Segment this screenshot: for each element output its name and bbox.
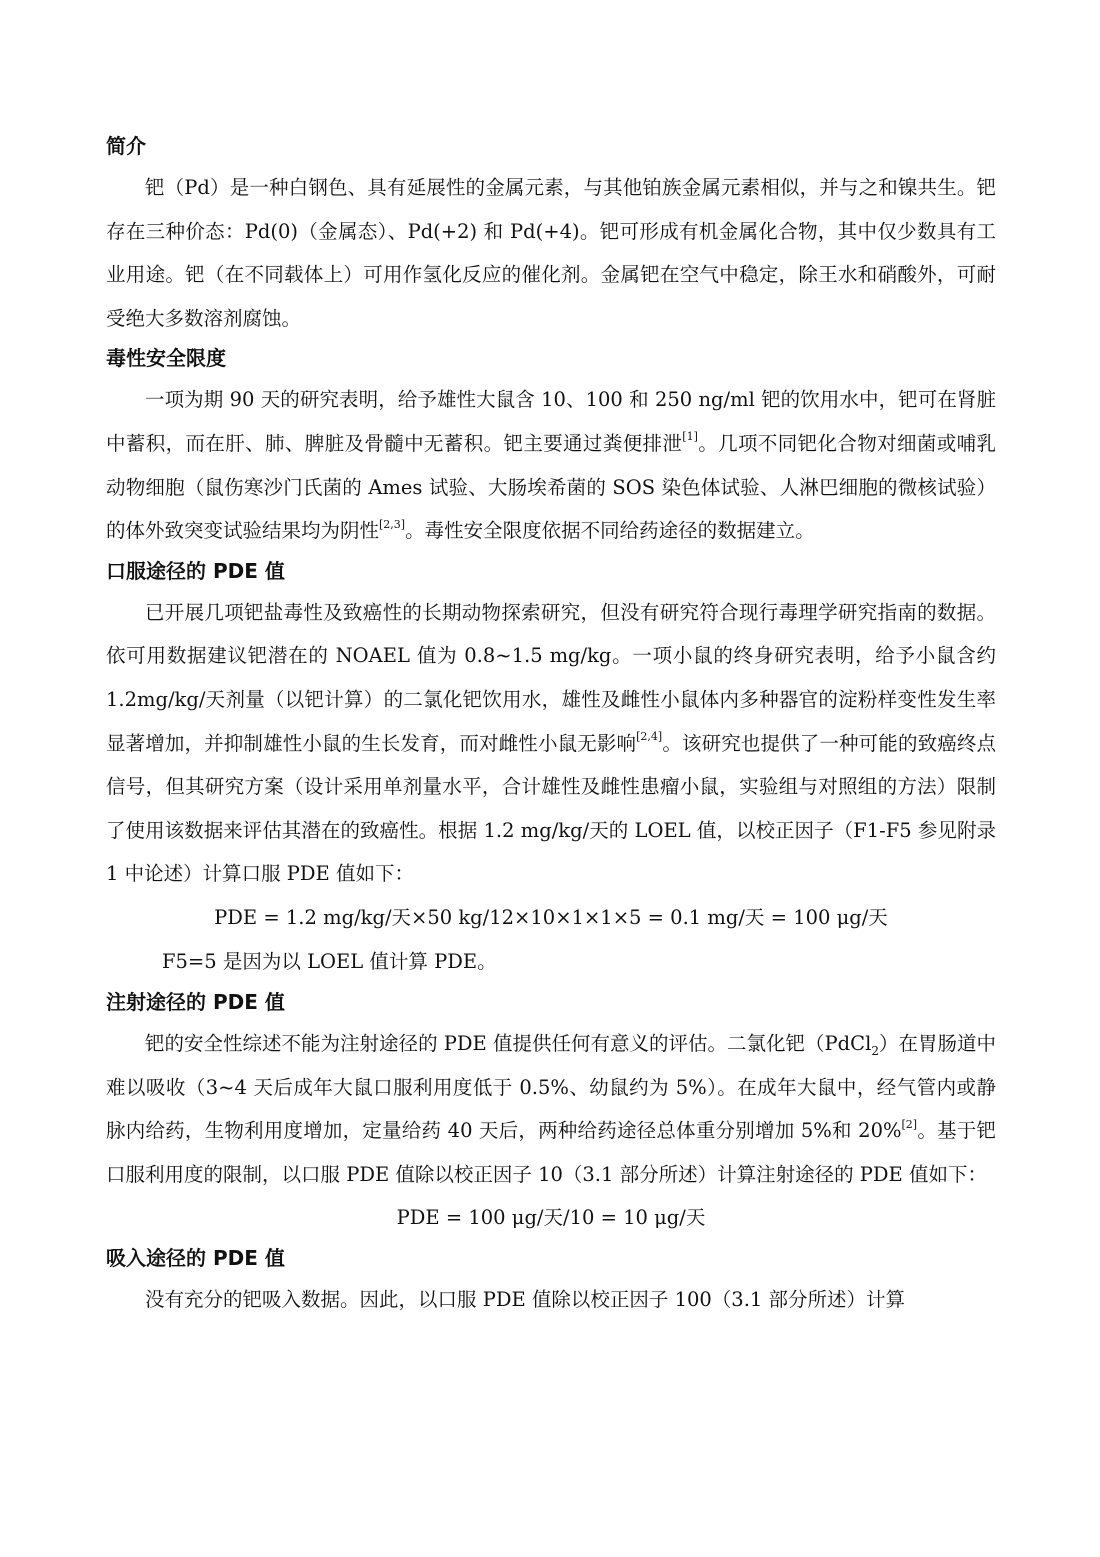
citation-ref: [1] <box>682 430 698 444</box>
note-f5: F5=5 是因为以 LOEL 值计算 PDE。 <box>162 949 497 973</box>
citation-ref: [2] <box>901 1117 918 1131</box>
heading-oral-pde: 口服途径的 PDE 值 <box>106 558 285 583</box>
text-segment: 钯的安全性综述不能为注射途径的 PDE 值提供任何有意义的评估。二氯化钯（PdCl <box>145 1031 872 1055</box>
paragraph-inhalation-pde: 没有充分的钯吸入数据。因此，以口服 PDE 值除以校正因子 100（3.1 部分所述）计算 <box>145 1288 906 1312</box>
citation-ref: [2,4] <box>636 730 663 744</box>
paragraph-intro: 钯（Pd）是一种白钢色、具有延展性的金属元素，与其他铂族金属元素相似，并与之和镍共生。钯存在三种价态：Pd(0)（金属态）、Pd(+2) 和 Pd(+4)。钯可形成有机金属化合物，其中仅少数具有工业用途。钯（在不同载体上）可用作氢化反应的催化剂。金属钯在空气中稳定，除王水和硝酸外，可耐受绝大多数溶剂腐蚀。 <box>106 176 996 330</box>
text-segment: 。该研究也提供了一种可能的致癌终点信号，但其研究方案（设计采用单剂量水平，合计雄性及雌性患瘤小鼠，实验组与对照组的方法）限制了使用该数据来评估其潜在的致癌性。根据 1.2 mg/kg/天的 LOEL 值，以校正因子（F1-F5 参见附录 1 中论述）计算口服 PDE 值如下： <box>106 731 996 886</box>
paragraph-oral-pde <box>106 591 996 896</box>
paragraph-parenteral-pde <box>106 1022 996 1196</box>
text-segment: ）在胃肠道中难以吸收（3~4 天后成年大鼠口服利用度低于 0.5%、幼鼠约为 5%）。在成年大鼠中，经气管内或静脉内给药，生物利用度增加，定量给药 40 天后，两种给药途径总体重分别增加 5%和 20% <box>106 1031 996 1143</box>
equation-oral-pde: PDE = 1.2 mg/kg/天×50 kg/12×10×1×1×5 = 0.1 mg/天 = 100 μg/天 <box>214 905 888 929</box>
heading-intro: 简介 <box>106 134 146 158</box>
heading-inhalation-pde: 吸入途径的 PDE 值 <box>106 1246 285 1271</box>
text-segment: 一项为期 90 天的研究表明，给予雄性大鼠含 10、100 和 250 ng/ml 钯的饮用水中，钯可在肾脏中蓄积，而在肝、肺、脾脏及骨髓中无蓄积。钯主要通过粪便排泄 <box>106 388 996 455</box>
heading-parenteral-pde: 注射途径的 PDE 值 <box>106 989 285 1014</box>
text-segment: 已开展几项钯盐毒性及致癌性的长期动物探索研究，但没有研究符合现行毒理学研究指南的数据。依可用数据建议钯潜在的 NOAEL 值为 0.8~1.5 mg/kg。一项小鼠的终身研究表明，给予小鼠含约 1.2mg/kg/天剂量（以钯计算）的二氯化钯饮用水，雄性及雌性小鼠体内多种器官的淀粉样变性发生率显著增加，并抑制雄性小鼠的生长发育，而对雌性小鼠无影响 <box>106 600 996 755</box>
heading-toxicity: 毒性安全限度 <box>106 346 226 371</box>
equation-parenteral-pde: PDE = 100 μg/天/10 = 10 μg/天 <box>396 1206 706 1230</box>
text-segment: 。毒性安全限度依据不同给药途径的数据建立。 <box>405 519 815 543</box>
paragraph-toxicity <box>106 378 996 552</box>
subscript: 2 <box>871 1043 879 1058</box>
citation-ref: [2,3] <box>379 517 406 531</box>
text-segment: 。基于钯口服利用度的限制，以口服 PDE 值除以校正因子 10（3.1 部分所述）计算注射途径的 PDE 值如下： <box>106 1119 996 1186</box>
text-segment: 。几项不同钯化合物对细菌或哺乳动物细胞（鼠伤寒沙门氏菌的 Ames 试验、大肠埃希菌的 SOS 染色体试验、人淋巴细胞的微核试验）的体外致突变试验结果均为阴性 <box>106 431 996 543</box>
